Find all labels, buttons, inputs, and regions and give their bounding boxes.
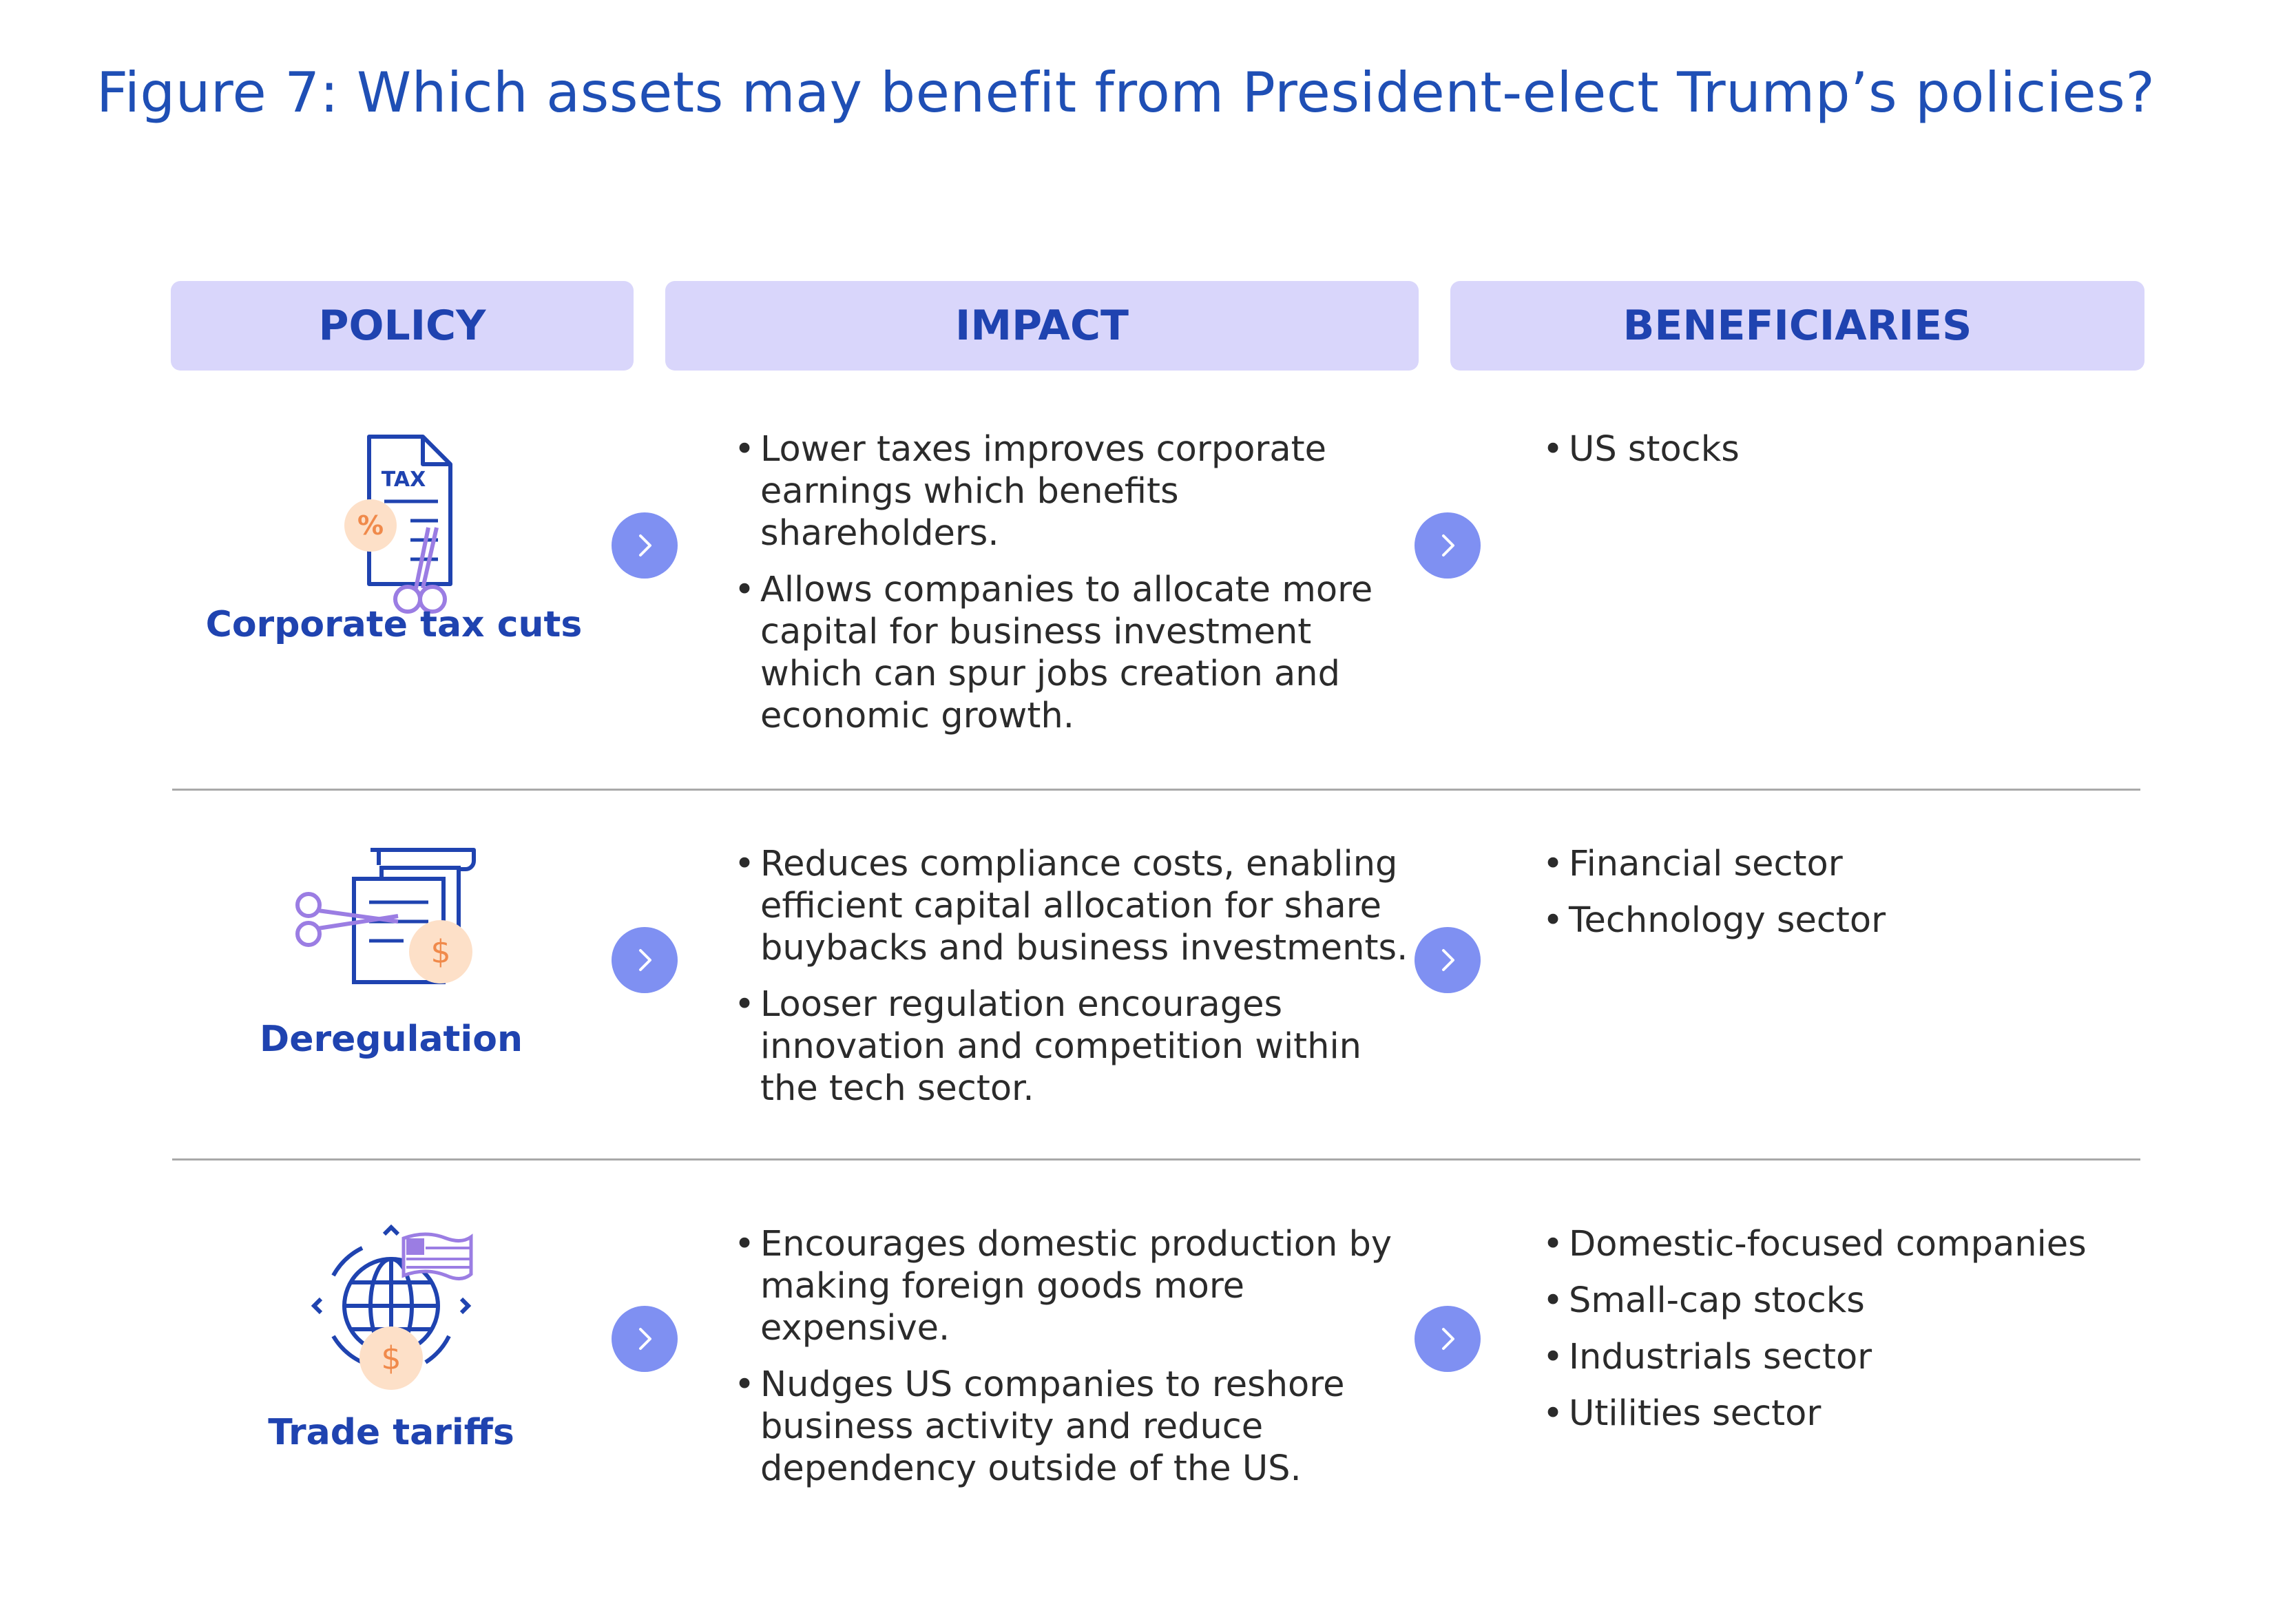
beneficiary-item: • Industrials sector: [1543, 1336, 2135, 1378]
dollar-symbol: $: [430, 933, 451, 970]
beneficiaries-list: [1543, 843, 2135, 956]
documents-scissors-icon: [288, 844, 488, 989]
impact-list: [734, 1223, 1423, 1504]
impact-item: • Nudges US companies to reshore business activity and reduce dependency outside of the US.: [734, 1364, 1423, 1490]
beneficiaries-list: [1543, 1223, 2135, 1449]
beneficiary-item: • Small-cap stocks: [1543, 1280, 2135, 1322]
policy-label-corporate-tax-cuts: Corporate tax cuts: [205, 604, 583, 645]
beneficiary-item: • Domestic-focused companies: [1543, 1223, 2135, 1265]
dollar-symbol: $: [381, 1340, 401, 1377]
impact-item: • Allows companies to allocate more capital for business investment which can spur jobs creation and economic growth.: [734, 569, 1423, 737]
tax-document-icon: [335, 431, 472, 617]
beneficiary-item: • Technology sector: [1543, 899, 2135, 941]
chevron-right-icon: [1415, 512, 1481, 579]
policy-label-deregulation: Deregulation: [260, 1019, 523, 1060]
header-impact: IMPACT: [665, 281, 1419, 371]
row-divider: [172, 789, 2140, 791]
impact-item: • Lower taxes improves corporate earnings which benefits shareholders.: [734, 428, 1423, 554]
chevron-right-icon: [1415, 927, 1481, 993]
chevron-right-icon: [612, 1306, 678, 1372]
impact-list: [734, 843, 1423, 1124]
header-beneficiaries: BENEFICIARIES: [1450, 281, 2144, 371]
beneficiary-item: • Utilities sector: [1543, 1393, 2135, 1435]
globe-flag-icon: [309, 1225, 481, 1404]
impact-item: • Looser regulation encourages innovation and competition within the tech sector.: [734, 984, 1423, 1110]
impact-list: [734, 428, 1423, 751]
row-divider: [172, 1158, 2140, 1161]
policy-label-trade-tariffs: Trade tariffs: [268, 1412, 514, 1453]
chevron-right-icon: [1415, 1306, 1481, 1372]
beneficiary-item: • Financial sector: [1543, 843, 2135, 885]
beneficiaries-list: [1543, 428, 2135, 485]
beneficiary-item: • US stocks: [1543, 428, 2135, 470]
header-policy: POLICY: [171, 281, 634, 371]
chevron-right-icon: [612, 512, 678, 579]
impact-item: • Reduces compliance costs, enabling efficient capital allocation for share buybacks and business investments.: [734, 843, 1423, 969]
figure-title: Figure 7: Which assets may benefit from President-elect Trump’s policies?: [96, 61, 2156, 125]
chevron-right-icon: [612, 927, 678, 993]
percent-symbol: %: [357, 510, 384, 541]
impact-item: • Encourages domestic production by making foreign goods more expensive.: [734, 1223, 1423, 1349]
tax-label: TAX: [381, 468, 426, 492]
